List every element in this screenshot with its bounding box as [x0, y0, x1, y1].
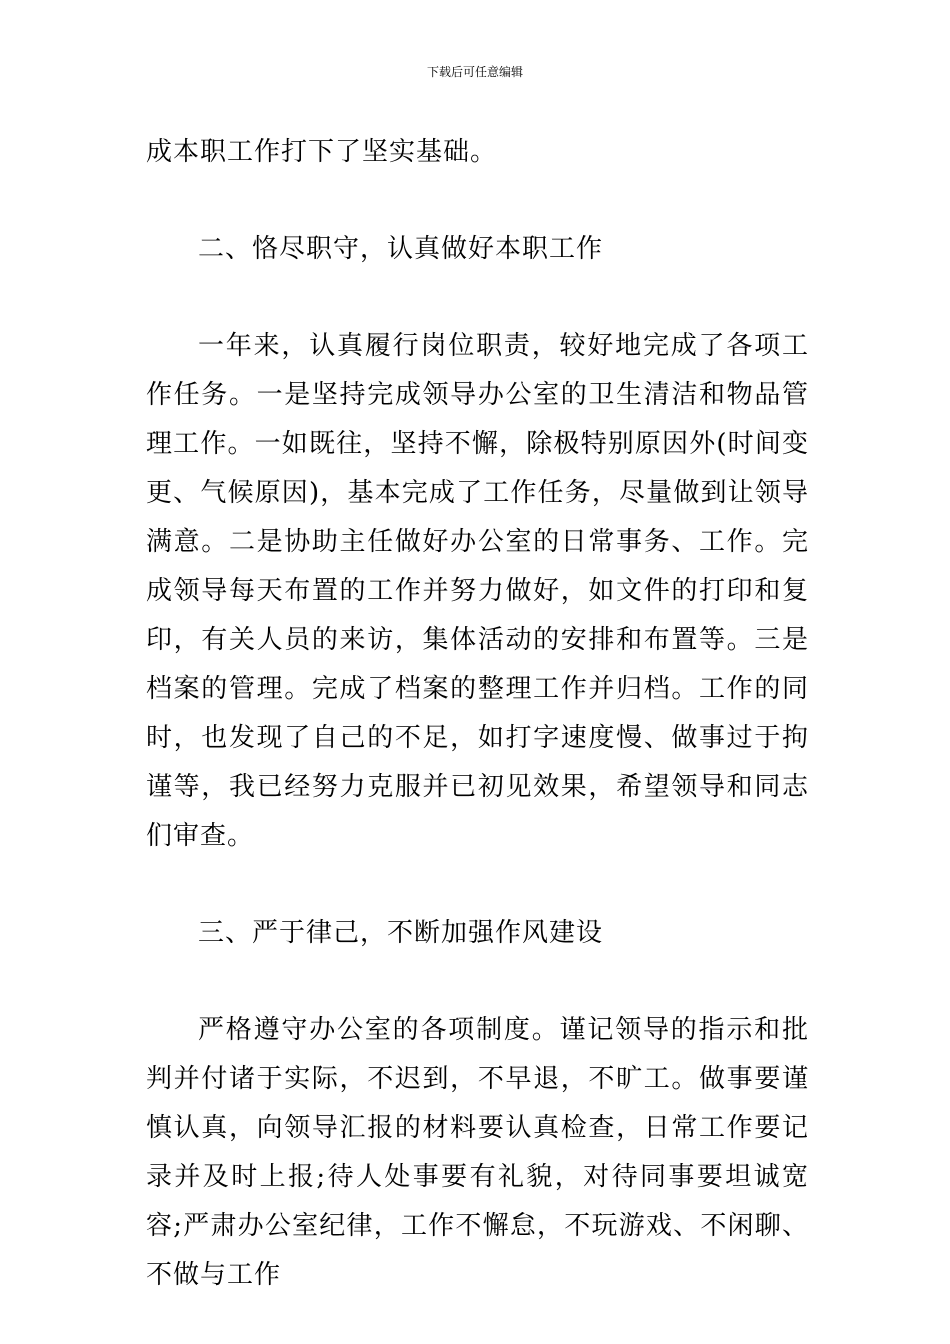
paragraph-duties: 一年来，认真履行岗位职责，较好地完成了各项工作任务。一是坚持完成领导办公室的卫生清洁和物品管理工作。一如既往，坚持不懈，除极特别原因外(时间变更、气候原因)，基本完成了工作任务，尽量做到让领导满意。二是协助主任做好办公室的日常事务、工作。完成领导每天布置的工作并努力做好，如文件的打印和复印，有关人员的来访，集体活动的安排和布置等。三是档案的管理。完成了档案的整理工作并归档。工作的同时，也发现了自己的不足，如打字速度慢、做事过于拘谨等，我已经努力克服并已初见效果，希望领导和同志们审查。 [146, 331, 809, 851]
document-body [146, 128, 809, 1300]
paragraph-continuation: 成本职工作打下了坚实基础。 [146, 137, 498, 167]
page-header: 下载后可任意编辑 [426, 65, 523, 79]
section-heading-2: 二、恪尽职守，认真做好本职工作 [198, 234, 604, 264]
section-heading-3: 三、严于律己，不断加强作风建设 [198, 918, 604, 948]
paragraph-discipline: 严格遵守办公室的各项制度。谨记领导的指示和批判并付诸于实际，不迟到，不早退，不旷工。做事要谨慎认真，向领导汇报的材料要认真检查，日常工作要记录并及时上报;待人处事要有礼貌，对待同事要坦诚宽容;严肃办公室纪律，工作不懈怠，不玩游戏、不闲聊、不做与工作 [146, 1015, 809, 1290]
